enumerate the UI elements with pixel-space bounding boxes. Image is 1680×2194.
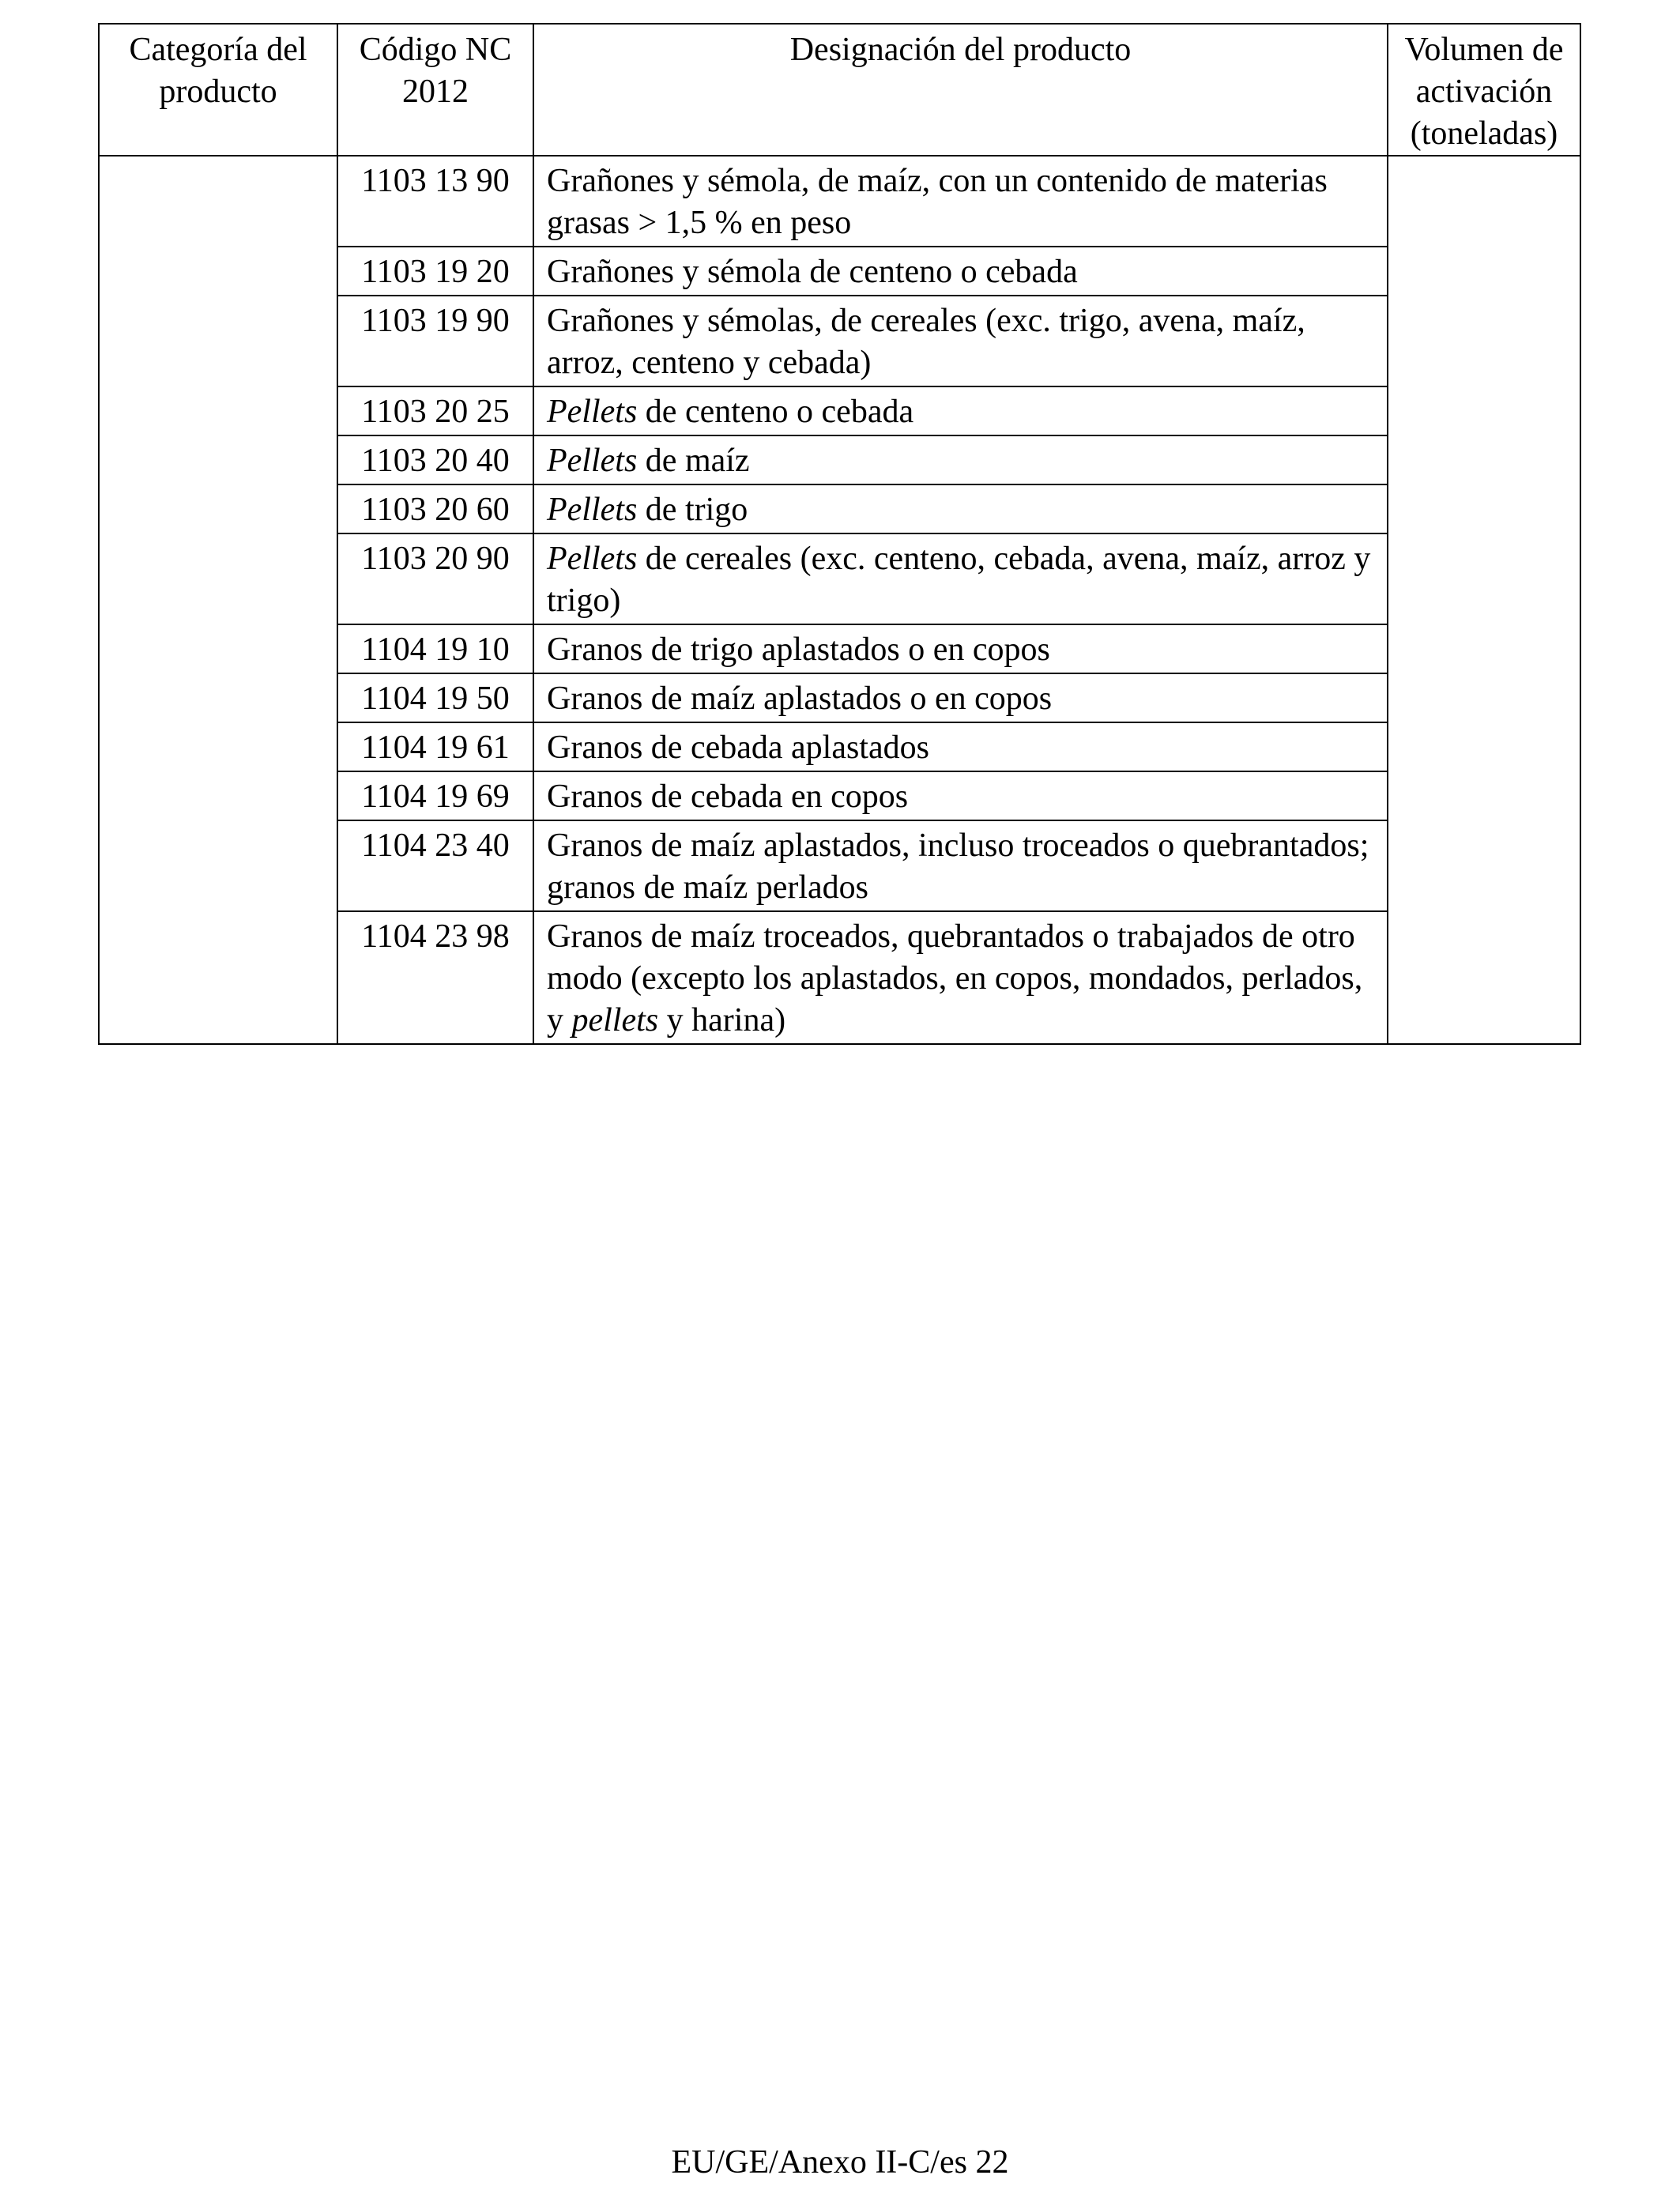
designation-italic-term: Pellets (547, 394, 638, 430)
designation-text: de trigo (637, 492, 748, 528)
designation-italic-term: Pellets (547, 492, 638, 528)
designation-cell (533, 771, 1388, 820)
designation-text: Granos de maíz aplastados o en copos (547, 680, 1053, 717)
table-body (99, 156, 1580, 1044)
cn-code-cell: 1103 19 90 (337, 296, 533, 386)
cn-code-cell: 1103 20 60 (337, 484, 533, 533)
cn-code-cell: 1103 20 90 (337, 533, 533, 624)
header-volume: Volumen de activación (toneladas) (1388, 24, 1580, 156)
table-row (99, 156, 1580, 247)
designation-text: de centeno o cebada (637, 394, 914, 430)
designation-cell (533, 624, 1388, 673)
category-cell (99, 156, 337, 1044)
designation-cell (533, 435, 1388, 484)
cn-code-cell: 1103 20 25 (337, 386, 533, 435)
cn-code-cell: 1104 19 10 (337, 624, 533, 673)
designation-text: Granos de cebada aplastados (547, 729, 929, 766)
cn-code-cell: 1104 23 40 (337, 820, 533, 911)
designation-text: Granos de trigo aplastados o en copos (547, 631, 1050, 668)
header-designation: Designación del producto (533, 24, 1388, 156)
page-footer-reference: EU/GE/Anexo II-C/es 22 (671, 2144, 1009, 2181)
cn-code-cell: 1104 23 98 (337, 911, 533, 1044)
table-header-row (99, 24, 1580, 156)
designation-text: de maíz (637, 443, 750, 479)
designation-text: Grañones y sémolas, de cereales (exc. trigo, avena, maíz, arroz, centeno y cebada) (547, 303, 1305, 381)
designation-text: Granos de maíz aplastados, incluso troceados o quebrantados; granos de maíz perlados (547, 827, 1369, 906)
designation-cell (533, 296, 1388, 386)
cn-code-cell: 1104 19 69 (337, 771, 533, 820)
designation-text: y harina) (658, 1002, 786, 1039)
cn-code-cell: 1103 19 20 (337, 247, 533, 296)
designation-cell (533, 484, 1388, 533)
cn-code-cell: 1103 13 90 (337, 156, 533, 247)
designation-cell (533, 156, 1388, 247)
volume-cell (1388, 156, 1580, 1044)
cn-code-cell: 1104 19 61 (337, 722, 533, 771)
header-category: Categoría del producto (99, 24, 337, 156)
designation-text: Granos de maíz troceados, quebrantados o trabajados de otro modo (excepto los aplastados, en copos, mondados, perlados, y (547, 918, 1363, 1039)
product-table (98, 23, 1581, 1045)
designation-cell (533, 247, 1388, 296)
cn-code-cell: 1104 19 50 (337, 673, 533, 722)
designation-text: Granos de cebada en copos (547, 778, 909, 815)
header-code: Código NC 2012 (337, 24, 533, 156)
designation-text: Grañones y sémola de centeno o cebada (547, 254, 1078, 290)
designation-cell (533, 386, 1388, 435)
designation-italic-term: Pellets (547, 541, 638, 577)
cn-code-cell: 1103 20 40 (337, 435, 533, 484)
designation-italic-term: Pellets (547, 443, 638, 479)
designation-cell (533, 673, 1388, 722)
designation-italic-term: pellets (571, 1002, 659, 1039)
designation-cell (533, 911, 1388, 1044)
designation-cell (533, 820, 1388, 911)
designation-text: Grañones y sémola, de maíz, con un contenido de materias grasas > 1,5 % en peso (547, 163, 1328, 241)
designation-cell (533, 722, 1388, 771)
designation-cell (533, 533, 1388, 624)
designation-text: de cereales (exc. centeno, cebada, avena, maíz, arroz y trigo) (547, 541, 1371, 619)
